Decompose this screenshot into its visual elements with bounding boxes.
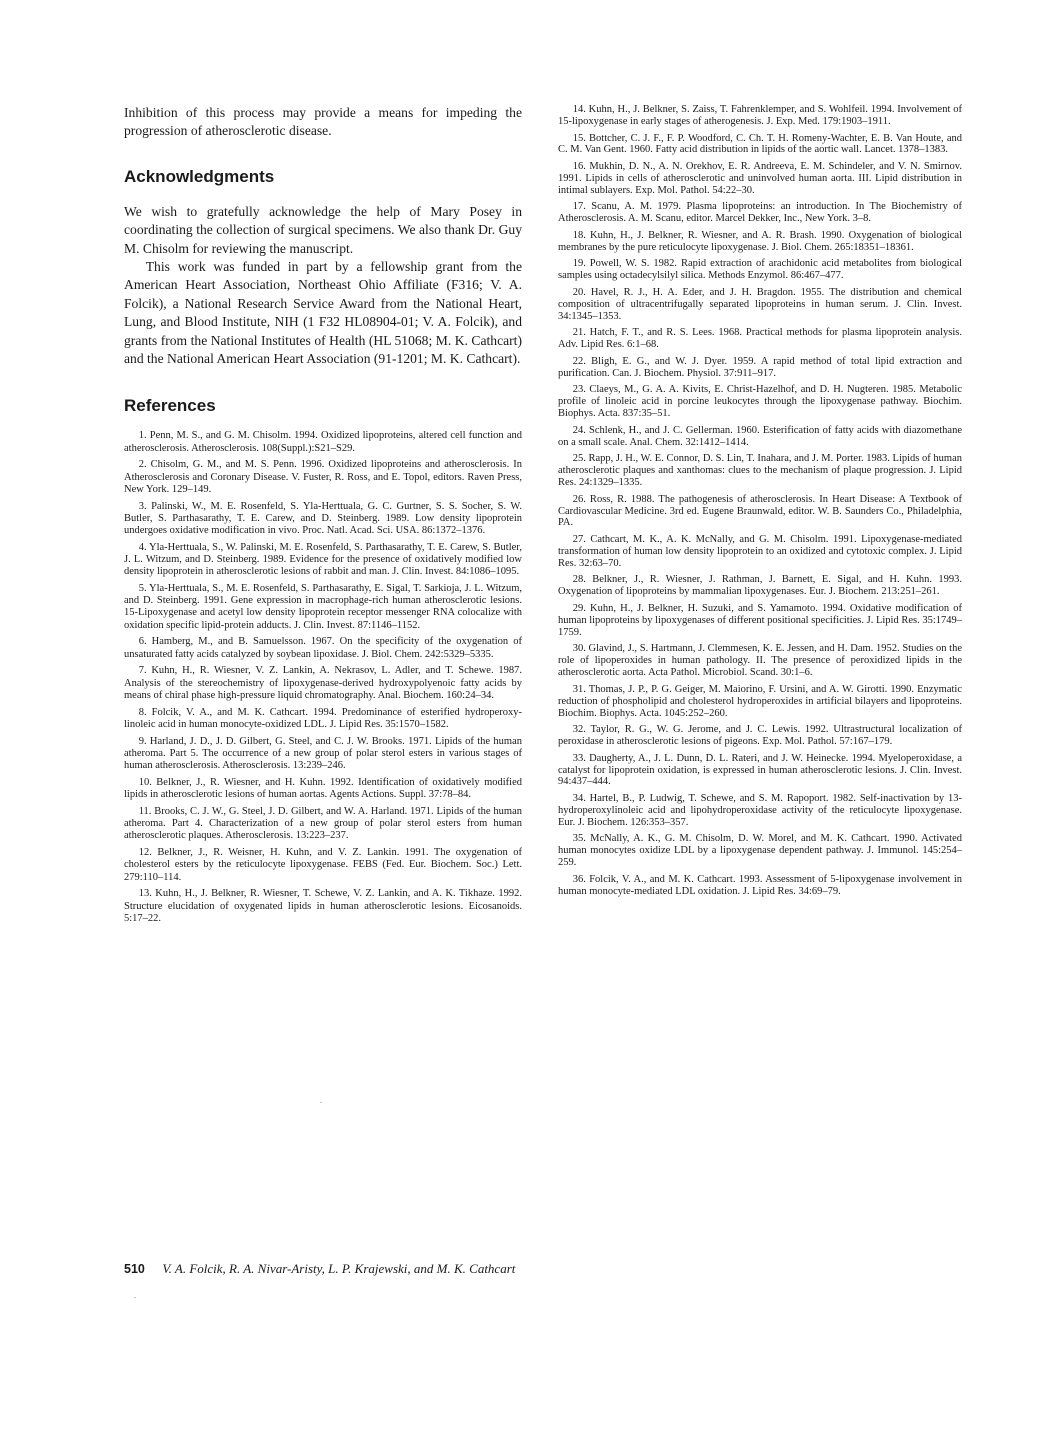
reference-item: 2. Chisolm, G. M., and M. S. Penn. 1996. Oxidized lipoproteins and atherosclerosis. In Atherosclerosis and Coronary Disease. V. Fuster, R. Ross, and E. Topol, editors. Raven Press, New York. 129–149. — [124, 459, 522, 495]
references-heading: References — [124, 396, 216, 416]
page-number: 510 — [124, 1262, 145, 1276]
reference-item: 8. Folcik, V. A., and M. K. Cathcart. 1994. Predominance of esterified hydroperoxy-linoleic acid in human monocyte-oxidized LDL. J. Lipid Res. 35:1570–1582. — [124, 706, 522, 730]
intro-paragraph: Inhibition of this process may provide a means for impeding the progression of atherosclerotic disease. — [124, 105, 522, 139]
reference-item: 27. Cathcart, M. K., A. K. McNally, and G. M. Chisolm. 1991. Lipoxygenase-mediated transformation of human low density lipoprotein to an oxidized and cytotoxic complex. J. Lipid Res. 32:63–70. — [558, 534, 962, 569]
running-authors: V. A. Folcik, R. A. Nivar-Aristy, L. P. Krajewski, and M. K. Cathcart — [162, 1261, 516, 1276]
reference-list-right — [558, 104, 962, 898]
reference-item: 7. Kuhn, H., R. Wiesner, V. Z. Lankin, A. Nekrasov, L. Adler, and T. Schewe. 1987. Analysis of the stereochemistry of lipoxygenase-derived hydroxypolyenoic fatty acids by means of chiral phase high-pressure liquid chromatography. Anal. Biochem. 160:24–34. — [124, 665, 522, 701]
reference-item: 16. Mukhin, D. N., A. N. Orekhov, E. R. Andreeva, E. M. Schindeler, and V. N. Smirnov. 1991. Lipids in cells of atherosclerotic and uninvolved human aorta. III. Lipid distribution in intimal sublayers. Exp. Mol. Pathol. 54:22–30. — [558, 161, 962, 196]
scan-speck — [320, 1102, 322, 1103]
reference-item: 35. McNally, A. K., G. M. Chisolm, D. W. Morel, and M. K. Cathcart. 1990. Activated human monocytes oxidize LDL by a lipoxygenase dependent pathway. J. Immunol. 145:254–259. — [558, 833, 962, 869]
reference-item: 22. Bligh, E. G., and W. J. Dyer. 1959. A rapid method of total lipid extraction and purification. Can. J. Biochem. Physiol. 37:911–917. — [558, 355, 962, 379]
reference-item: 25. Rapp, J. H., W. E. Connor, D. S. Lin, T. Inahara, and J. M. Porter. 1983. Lipids of human atherosclerotic plaques and xanthomas: clues to the mechanism of plaque progression. J. Lipid Res. 24:1329–1335. — [558, 453, 962, 489]
reference-item: 6. Hamberg, M., and B. Samuelsson. 1967. On the specificity of the oxygenation of unsaturated fatty acids catalyzed by soybean lipoxidase. J. Biol. Chem. 242:5329–5335. — [124, 636, 522, 660]
reference-item: 32. Taylor, R. G., W. G. Jerome, and J. C. Lewis. 1992. Ultrastructural localization of peroxidase in atherosclerotic lesions of pigeons. Exp. Mol. Pathol. 57:167–179. — [558, 724, 962, 748]
reference-item: 29. Kuhn, H., J. Belkner, H. Suzuki, and S. Yamamoto. 1994. Oxidative modification of human lipoproteins by lipoxygenases of different positional specificities. J. Lipid Res. 35:1749–1759. — [558, 602, 962, 638]
reference-item: 3. Palinski, W., M. E. Rosenfeld, S. Yla-Herttuala, G. C. Gurtner, S. S. Socher, S. W. Butler, S. Parthasarathy, T. E. Carew, and D. Steinberg. 1989. Low density lipoprotein undergoes oxidative modification in vivo. Proc. Natl. Acad. Sci. USA. 86:1372–1376. — [124, 500, 522, 537]
reference-item: 15. Bottcher, C. J. F., F. P. Woodford, C. Ch. T. H. Romeny-Wachter, E. B. Van Houte, and C. M. Van Gent. 1960. Fatty acid distribution in lipids of the aortic wall. Lancet. 1378–1383. — [558, 132, 962, 156]
reference-item: 4. Yla-Herttuala, S., W. Palinski, M. E. Rosenfeld, S. Parthasarathy, T. E. Carew, S. Butler, J. L. Witzum, and D. Steinberg. 1989. Evidence for the presence of oxidatively modified low density lipoprotein in atherosclerotic lesions of rabbit and man. J. Clin. Invest. 84:1086–1095. — [124, 541, 522, 578]
reference-list-left — [124, 430, 522, 924]
reference-item: 20. Havel, R. J., H. A. Eder, and J. H. Bragdon. 1955. The distribution and chemical composition of ultracentrifugally separated lipoproteins in human serum. J. Clin. Invest. 34:1345–1353. — [558, 286, 962, 322]
reference-item: 18. Kuhn, H., J. Belkner, R. Wiesner, and A. R. Brash. 1990. Oxygenation of biological membranes by the pure reticulocyte lipoxygenase. J. Biol. Chem. 265:18351–18361. — [558, 229, 962, 253]
reference-item: 5. Yla-Herttuala, S., M. E. Rosenfeld, S. Parthasarathy, E. Sigal, T. Sarkioja, J. L. Witzum, and D. Steinberg. 1991. Gene expression in macrophage-rich human atherosclerotic lesions. 15-Lipoxygenase and acetyl low density lipoprotein receptor messenger RNA colocalize with oxidation specific lipid-protein adducts. J. Clin. Invest. 87:1146–1152. — [124, 583, 522, 631]
reference-item: 36. Folcik, V. A., and M. K. Cathcart. 1993. Assessment of 5-lipoxygenase involvement in human monocyte-mediated LDL oxidation. J. Lipid Res. 34:69–79. — [558, 873, 962, 897]
acknowledgments-heading: Acknowledgments — [124, 166, 275, 186]
reference-item: 13. Kuhn, H., J. Belkner, R. Wiesner, T. Schewe, V. Z. Lankin, and A. K. Tikhaze. 1992. Structure elucidation of oxygenated lipids in human atherosclerotic lesions. Eicosanoids. 5:17–22. — [124, 888, 522, 924]
reference-item: 21. Hatch, F. T., and R. S. Lees. 1968. Practical methods for plasma lipoprotein analysis. Adv. Lipid Res. 6:1–68. — [558, 327, 962, 351]
reference-item: 34. Hartel, B., P. Ludwig, T. Schewe, and S. M. Rapoport. 1982. Self-inactivation by 13-hydroperoxylinoleic acid and lipohydroperoxidase activity of the reticulocyte lipoxygenase. Eur. J. Biochem. 126:353–357. — [558, 793, 962, 828]
reference-item: 11. Brooks, C. J. W., G. Steel, J. D. Gilbert, and W. A. Harland. 1971. Lipids of the human atheroma. Part 4. Characterization of a new group of polar sterol esters from human atherosclerotic plaques. Atherosclerosis. 13:223–237. — [124, 805, 522, 842]
reference-item: 17. Scanu, A. M. 1979. Plasma lipoproteins: an introduction. In The Biochemistry of Atherosclerosis. A. M. Scanu, editor. Marcel Dekker, Inc., New York. 3–8. — [558, 201, 962, 225]
left-column — [124, 104, 522, 930]
reference-item: 19. Powell, W. S. 1982. Rapid extraction of arachidonic acid metabolites from biological samples using octadecylsilyl silica. Methods Enzymol. 86:467–477. — [558, 258, 962, 282]
reference-item: 31. Thomas, J. P., P. G. Geiger, M. Maiorino, F. Ursini, and A. W. Girotti. 1990. Enzymatic reduction of phospholipid and cholesterol hydroperoxides in artificial bilayers and lipoproteins. Biochim. Biophys. Acta. 1045:252–260. — [558, 683, 962, 719]
reference-item: 1. Penn, M. S., and G. M. Chisolm. 1994. Oxidized lipoproteins, altered cell function and atherosclerosis. Atherosclerosis. 108(Suppl.):S21–S29. — [124, 430, 522, 454]
funding-paragraph: This work was funded in part by a fellowship grant from the American Heart Association, Northeast Ohio Affiliate (F316; V. A. Folcik), a National Research Service Award from the National Heart, Lung, and Blood Institute, NIH (1 F32 HL08904-01; V. A. Folcik), and grants from the National Institutes of Health (HL 51068; M. K. Cathcart) and the National American Heart Association (91-1201; M. K. Cathcart). — [124, 259, 522, 367]
reference-item: 10. Belkner, J., R. Wiesner, and H. Kuhn. 1992. Identification of oxidatively modified lipids in atherosclerotic lesions of human aortas. Agents Actions. Suppl. 37:78–84. — [124, 776, 522, 801]
reference-item: 30. Glavind, J., S. Hartmann, J. Clemmesen, K. E. Jessen, and H. Dam. 1952. Studies on the role of lipoperoxides in human pathology. II. The presence of peroxidized lipids in the atherosclerotic aorta. Acta Pathol. Microbiol. Scand. 30:1–6. — [558, 643, 962, 679]
scan-speck — [134, 1297, 136, 1298]
reference-item: 28. Belkner, J., R. Wiesner, J. Rathman, J. Barnett, E. Sigal, and H. Kuhn. 1993. Oxygenation of lipoproteins by mammalian lipoxygenases. Eur. J. Biochem. 213:251–261. — [558, 574, 962, 598]
reference-item: 12. Belkner, J., R. Weisner, H. Kuhn, and V. Z. Lankin. 1991. The oxygenation of cholesterol esters by the reticulocyte lipoxygenase. FEBS (Fed. Eur. Biochem. Soc.) Lett. 279:110–114. — [124, 847, 522, 883]
reference-item: 33. Daugherty, A., J. L. Dunn, D. L. Rateri, and J. W. Heinecke. 1994. Myeloperoxidase, a catalyst for lipoprotein oxidation, is expressed in human atherosclerotic lesions. J. Clin. Invest. 94:437–444. — [558, 752, 962, 788]
reference-item: 26. Ross, R. 1988. The pathogenesis of atherosclerosis. In Heart Disease: A Textbook of Cardiovascular Medicine. 3rd ed. Eugene Braunwald, editor. W. B. Saunders Co., Philadelphia, PA. — [558, 493, 962, 529]
reference-item: 9. Harland, J. D., J. D. Gilbert, G. Steel, and C. J. W. Brooks. 1971. Lipids of the human atheroma. Part 5. The occurrence of a new group of polar sterol esters in various stages of human atherosclerosis. Atherosclerosis. 13:239–246. — [124, 735, 522, 772]
reference-item: 24. Schlenk, H., and J. C. Gellerman. 1960. Esterification of fatty acids with diazomethane on a small scale. Anal. Chem. 32:1412–1414. — [558, 424, 962, 448]
acknowledgments-paragraph: We wish to gratefully acknowledge the help of Mary Posey in coordinating the collection of surgical specimens. We also thank Dr. Guy M. Chisolm for reviewing the manuscript. — [124, 203, 522, 256]
right-column — [558, 104, 962, 902]
reference-item: 14. Kuhn, H., J. Belkner, S. Zaiss, T. Fahrenklemper, and S. Wohlfeil. 1994. Involvement of 15-lipoxygenase in early stages of atherogenesis. J. Exp. Med. 179:1903–1911. — [558, 104, 962, 127]
reference-item: 23. Claeys, M., G. A. A. Kivits, E. Christ-Hazelhof, and D. H. Nugteren. 1985. Metabolic profile of linoleic acid in porcine leukocytes through the lipoxygenase pathway. Biochim. Biophys. Acta. 837:35–51. — [558, 384, 962, 420]
page-footer — [124, 1261, 515, 1277]
